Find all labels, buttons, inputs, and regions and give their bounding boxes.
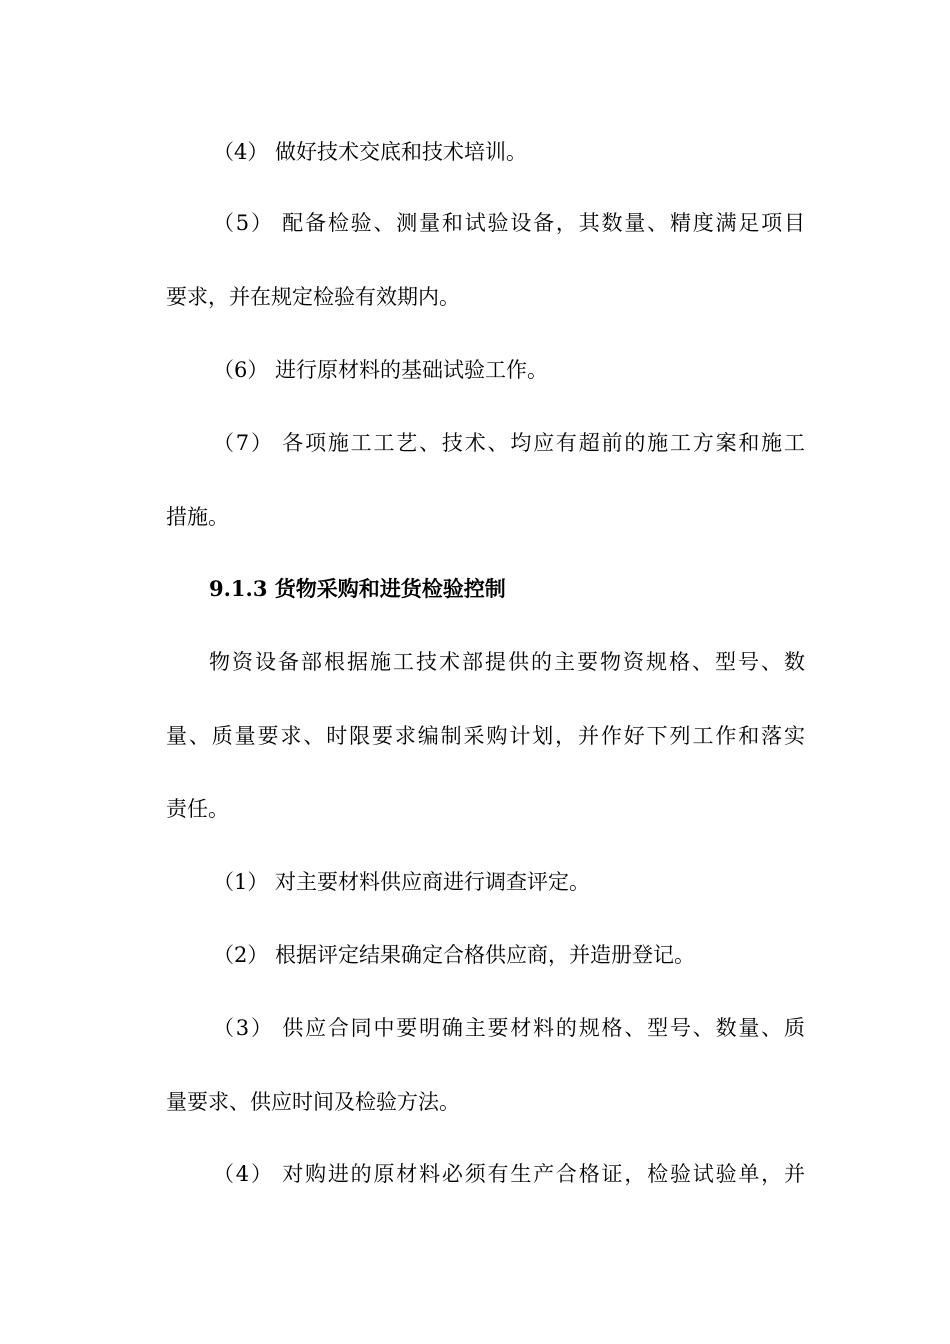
intro-paragraph-line-2: 量、质量要求、时限要求编制采购计划，并作好下列工作和落实	[166, 724, 805, 748]
procurement-item-2: （2） 根据评定结果确定合格供应商，并造册登记。	[213, 943, 696, 967]
procurement-item-1: （1） 对主要材料供应商进行调查评定。	[213, 870, 591, 894]
procurement-item-3-line-1: （3） 供应合同中要明确主要材料的规格、型号、数量、质	[213, 1016, 805, 1040]
list-item-6-line-1: （6） 进行原材料的基础试验工作。	[213, 358, 549, 382]
list-item-4-line-1: （4） 做好技术交底和技术培训。	[213, 140, 528, 164]
list-item-7-line-2: 措施。	[166, 505, 229, 529]
section-heading: 9.1.3 货物采购和进货检验控制	[209, 576, 506, 601]
intro-paragraph-line-1: 物资设备部根据施工技术部提供的主要物资规格、型号、数	[209, 650, 805, 674]
procurement-item-3-line-2: 量要求、供应时间及检验方法。	[166, 1090, 460, 1114]
intro-paragraph-line-3: 责任。	[166, 797, 229, 821]
list-item-7-line-1: （7） 各项施工工艺、技术、均应有超前的施工方案和施工	[213, 431, 805, 455]
procurement-item-4-line-1: （4） 对购进的原材料必须有生产合格证，检验试验单，并	[213, 1162, 805, 1186]
list-item-5-line-2: 要求，并在规定检验有效期内。	[166, 285, 460, 309]
list-item-5-line-1: （5） 配备检验、测量和试验设备，其数量、精度满足项目	[213, 211, 805, 235]
